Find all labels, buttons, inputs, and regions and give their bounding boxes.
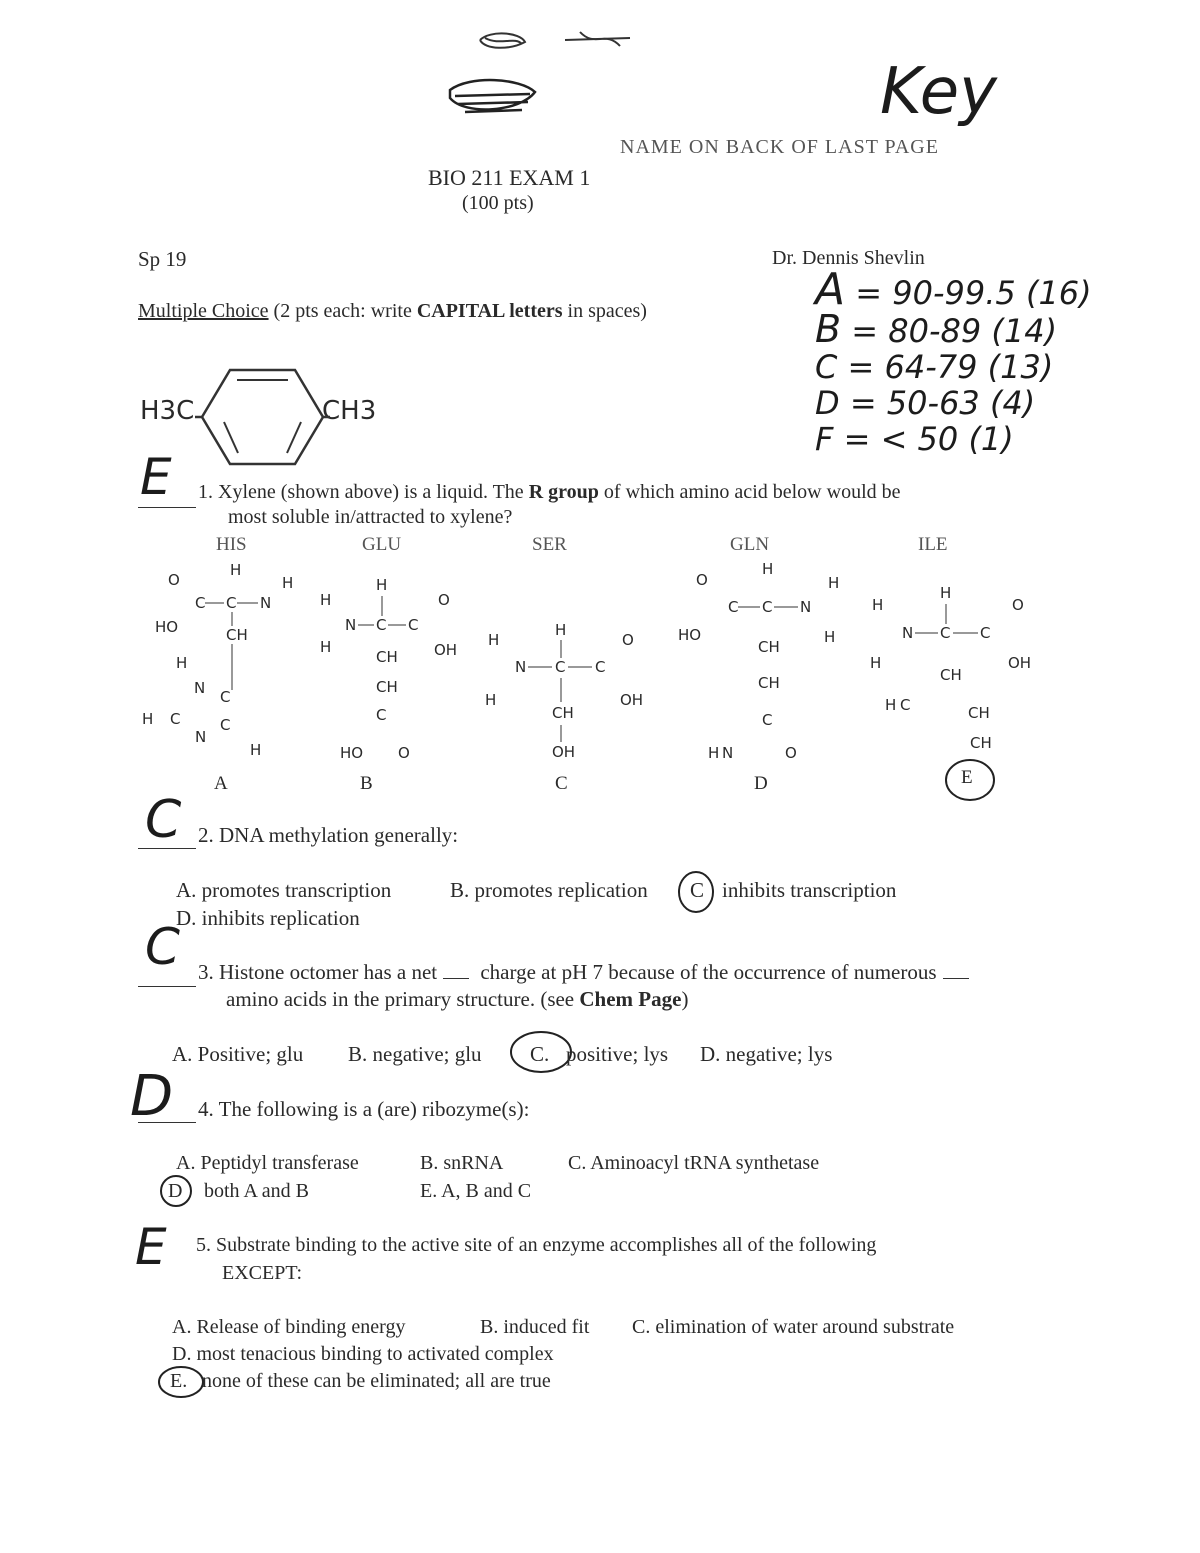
svg-text:C: C <box>408 616 419 634</box>
svg-text:CH: CH <box>970 734 992 752</box>
q2-option-d: D. inhibits replication <box>176 906 360 930</box>
svg-text:H: H <box>885 696 897 714</box>
svg-text:O: O <box>398 744 410 760</box>
q4-blank-line <box>138 1122 196 1123</box>
svg-text:CH: CH <box>376 648 398 666</box>
q2-answer: C <box>145 790 182 850</box>
q5-answer: E <box>135 1218 167 1276</box>
svg-text:H: H <box>762 560 774 578</box>
svg-text:O: O <box>696 571 708 589</box>
svg-text:O: O <box>622 631 634 649</box>
q1-answer: E <box>140 448 172 506</box>
q2-text: 2. DNA methylation generally: <box>198 823 459 847</box>
svg-text:C: C <box>220 716 231 734</box>
svg-text:C: C <box>900 696 911 714</box>
aa-letter-e: E <box>961 767 973 788</box>
aa-letter-b: B <box>360 773 373 794</box>
svg-text:C: C <box>376 616 387 634</box>
q2-option-b: B. promotes replication <box>450 878 648 902</box>
circle-mark-q2 <box>674 868 718 916</box>
svg-text:H: H <box>872 596 884 614</box>
q3-option-d: D. negative; lys <box>700 1042 833 1066</box>
aa-name-gln: GLN <box>730 534 770 555</box>
gln-structure <box>678 560 839 760</box>
svg-text:H: H <box>250 741 262 759</box>
grade-row-d: D = 50-63 (4) <box>815 384 1036 422</box>
q2-blank-line <box>138 848 196 849</box>
svg-text:O: O <box>438 591 450 609</box>
svg-text:H: H <box>555 621 567 639</box>
q2-option-a: A. promotes transcription <box>176 878 392 902</box>
svg-text:N: N <box>800 598 812 616</box>
q4-option-c: C. Aminoacyl tRNA synthetase <box>568 1152 820 1174</box>
svg-text:HO: HO <box>155 618 179 636</box>
q3-blank-line <box>138 986 196 987</box>
svg-text:C: C <box>226 594 237 612</box>
name-note: NAME ON BACK OF LAST PAGE <box>620 136 939 158</box>
xylene-benzene-ring <box>195 365 330 470</box>
svg-text:C: C <box>940 624 951 642</box>
q5-option-e-letter: E. <box>170 1370 188 1392</box>
svg-text:CH: CH <box>376 678 398 696</box>
q4-option-d: both A and B <box>204 1180 310 1202</box>
svg-text:N: N <box>722 744 734 760</box>
svg-text:CH: CH <box>758 638 780 656</box>
circle-mark-q4 <box>156 1172 196 1210</box>
svg-text:CH: CH <box>552 704 574 722</box>
svg-text:C: C <box>220 688 231 706</box>
semester: Sp 19 <box>138 247 187 271</box>
svg-text:H: H <box>708 744 720 760</box>
circle-mark-e <box>940 755 1000 805</box>
grade-row-c: C = 64-79 (13) <box>815 348 1054 386</box>
grade-row-a: A = 90-99.5 (16) <box>815 264 1092 315</box>
svg-text:CH: CH <box>758 674 780 692</box>
q3-text: 3. Histone octomer has a net charge at pH 7 because of the occurrence of numerous <box>198 960 975 985</box>
q2-option-c-letter: C <box>690 878 705 902</box>
svg-text:C: C <box>728 598 739 616</box>
exam-title: BIO 211 EXAM 1 <box>428 165 591 190</box>
aa-letter-c: C <box>555 773 568 794</box>
ile-structure <box>870 584 1031 752</box>
svg-text:O: O <box>785 744 797 760</box>
q3-option-b: B. negative; glu <box>348 1042 482 1066</box>
svg-text:H: H <box>320 591 332 609</box>
aa-letter-a: A <box>214 773 228 794</box>
q3-option-a: A. Positive; glu <box>172 1042 304 1066</box>
svg-text:OH: OH <box>552 743 576 760</box>
grade-row-f: F = < 50 (1) <box>815 420 1014 458</box>
svg-text:N: N <box>515 658 527 676</box>
q4-option-d-letter: D <box>168 1180 183 1202</box>
glu-structure <box>320 576 457 760</box>
q4-option-b: B. snRNA <box>420 1152 504 1174</box>
svg-text:C: C <box>980 624 991 642</box>
svg-text:CH: CH <box>226 626 248 644</box>
q3-option-c: positive; lys <box>566 1042 669 1066</box>
svg-text:H: H <box>176 654 188 672</box>
xylene-left-label: H3C <box>140 396 195 426</box>
q1-blank-line <box>138 507 196 508</box>
amino-acid-structures <box>140 560 1060 760</box>
svg-text:O: O <box>1012 596 1024 614</box>
ser-structure <box>485 621 643 760</box>
svg-text:H: H <box>828 574 840 592</box>
instructions <box>138 300 647 323</box>
his-structure <box>142 561 293 759</box>
q1-text: 1. Xylene (shown above) is a liquid. The R group of which amino acid below would be <box>198 481 901 503</box>
exam-points: (100 pts) <box>462 192 534 214</box>
aa-name-ile: ILE <box>918 534 948 555</box>
svg-text:H: H <box>485 691 497 709</box>
circle-mark-q5 <box>154 1364 208 1400</box>
svg-text:H: H <box>142 710 154 728</box>
q4-option-a: A. Peptidyl transferase <box>176 1152 359 1174</box>
svg-text:N: N <box>194 679 206 697</box>
svg-text:N: N <box>345 616 357 634</box>
svg-text:C: C <box>595 658 606 676</box>
xylene-right-label: CH3 <box>322 396 377 426</box>
svg-text:HO: HO <box>340 744 364 760</box>
q3-answer: C <box>145 918 180 976</box>
svg-text:N: N <box>195 728 207 746</box>
svg-text:H: H <box>940 584 952 602</box>
instructor: Dr. Dennis Shevlin <box>772 247 925 269</box>
svg-text:H: H <box>230 561 242 579</box>
svg-text:H: H <box>824 628 836 646</box>
svg-text:N: N <box>902 624 914 642</box>
aa-name-glu: GLU <box>362 534 402 555</box>
q4-text: 4. The following is a (are) ribozyme(s): <box>198 1097 530 1121</box>
svg-text:OH: OH <box>434 641 458 659</box>
svg-text:C: C <box>195 594 206 612</box>
instructions-middle: (2 pts each: write <box>273 300 412 322</box>
q5-option-d: D. most tenacious binding to activated complex <box>172 1343 554 1365</box>
q5-text: 5. Substrate binding to the active site of an enzyme accomplishes all of the following <box>196 1234 877 1256</box>
q5-text-line2: EXCEPT: <box>222 1262 303 1284</box>
aa-name-his: HIS <box>216 534 247 555</box>
svg-text:H: H <box>376 576 388 594</box>
aa-letter-d: D <box>754 773 768 794</box>
q4-option-e: E. A, B and C <box>420 1180 532 1202</box>
q3-text-line2: amino acids in the primary structure. (see Chem Page) <box>226 987 689 1011</box>
q5-option-a: A. Release of binding energy <box>172 1316 406 1338</box>
svg-text:CH: CH <box>968 704 990 722</box>
svg-text:OH: OH <box>620 691 644 709</box>
svg-text:C: C <box>555 658 566 676</box>
svg-text:CH: CH <box>940 666 962 684</box>
svg-text:H: H <box>320 638 332 656</box>
scribble-marks <box>430 20 660 140</box>
q5-option-c: C. elimination of water around substrate <box>632 1316 955 1338</box>
q5-option-e: none of these can be eliminated; all are true <box>202 1370 551 1392</box>
q1-text-line2: most soluble in/attracted to xylene? <box>228 506 513 528</box>
q4-answer: D <box>130 1064 174 1129</box>
svg-text:O: O <box>168 571 180 589</box>
svg-text:C: C <box>170 710 181 728</box>
q3-option-c-letter: C. <box>530 1042 550 1066</box>
svg-text:N: N <box>260 594 272 612</box>
grade-row-b: B = 80-89 (14) <box>815 307 1058 351</box>
svg-text:C: C <box>762 711 773 729</box>
svg-text:C: C <box>762 598 773 616</box>
svg-text:H: H <box>870 654 882 672</box>
q5-option-b: B. induced fit <box>480 1316 590 1338</box>
svg-text:C: C <box>376 706 387 724</box>
svg-text:H: H <box>488 631 500 649</box>
svg-text:HO: HO <box>678 626 702 644</box>
svg-text:OH: OH <box>1008 654 1032 672</box>
aa-name-ser: SER <box>532 534 567 555</box>
instructions-suffix: in spaces) <box>567 300 647 322</box>
instructions-prefix: Multiple Choice <box>138 300 269 322</box>
key-label: Key <box>880 55 997 129</box>
instructions-bold: CAPITAL letters <box>416 300 563 322</box>
q2-option-c: inhibits transcription <box>722 878 897 902</box>
grade-scale <box>815 264 1092 458</box>
svg-text:H: H <box>282 574 294 592</box>
